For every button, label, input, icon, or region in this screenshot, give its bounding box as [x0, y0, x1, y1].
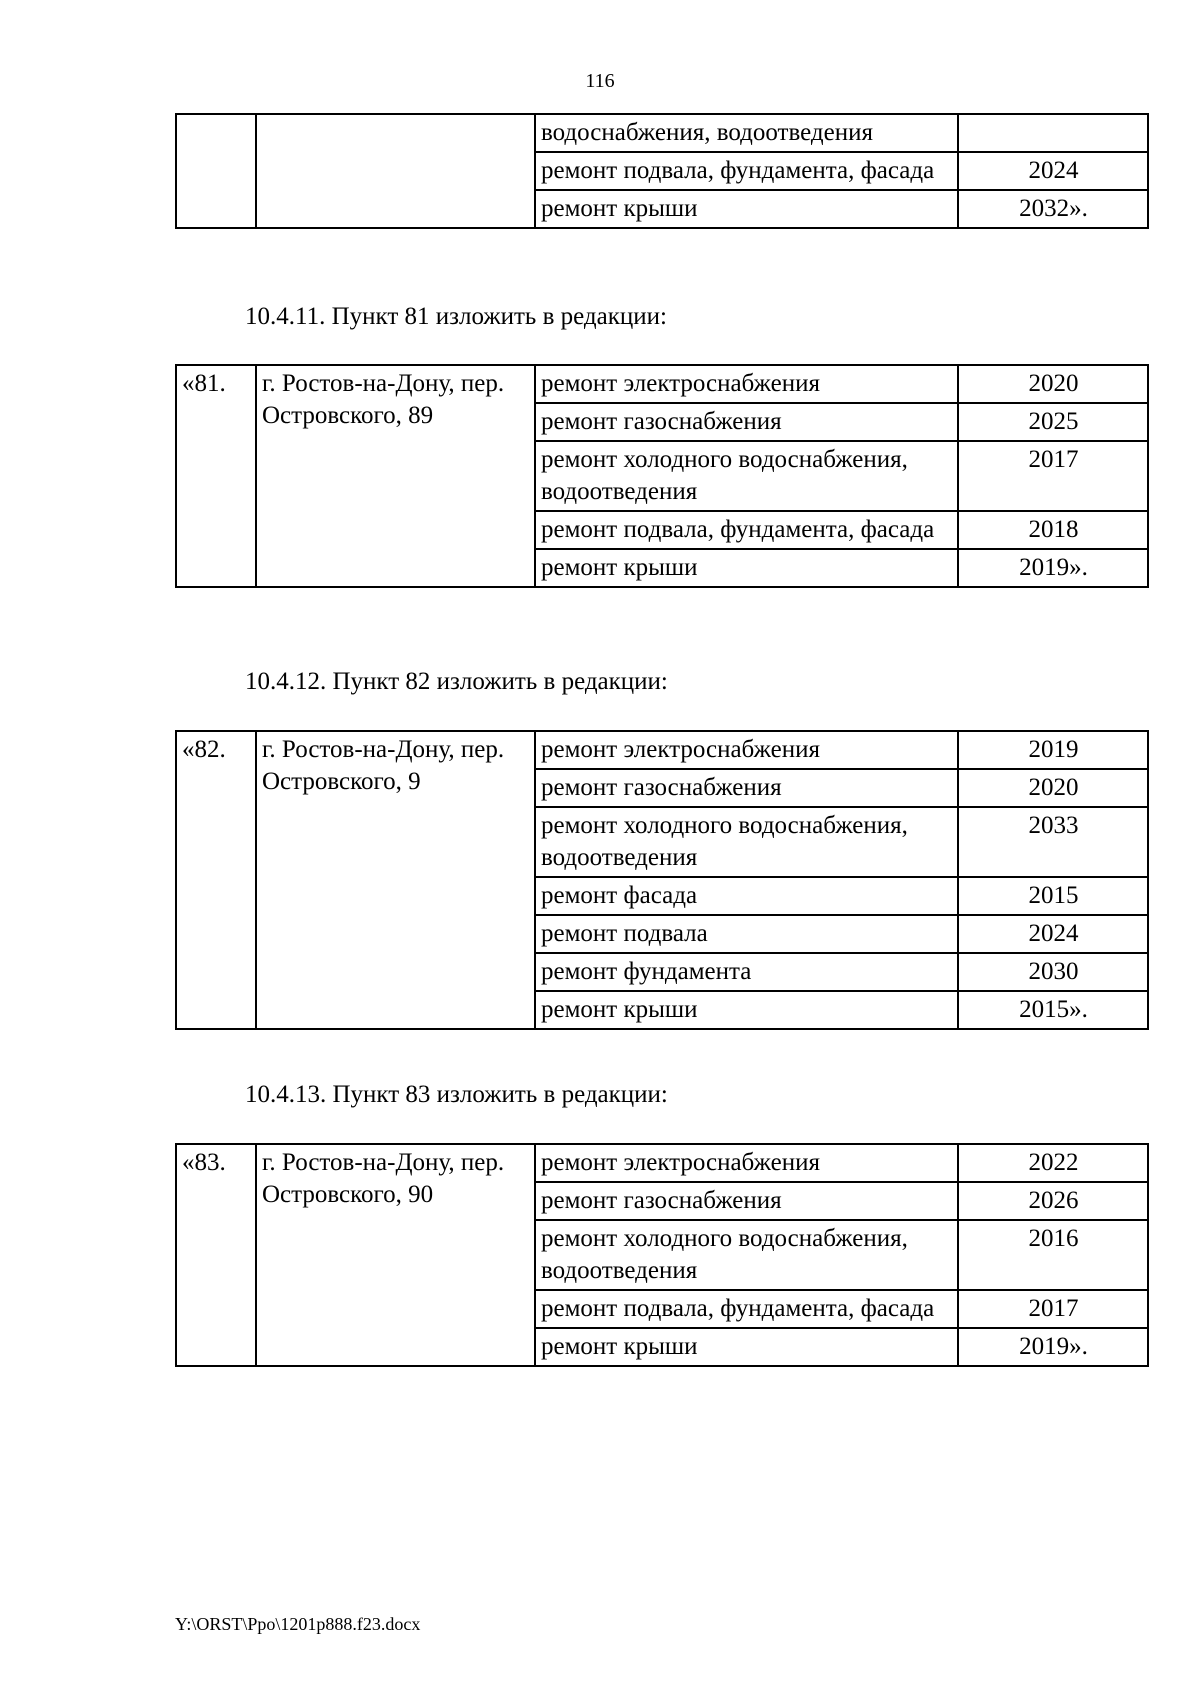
work-cell: ремонт крыши — [535, 549, 958, 587]
year-cell: 2017 — [958, 1290, 1148, 1328]
address-cell — [256, 114, 535, 228]
work-cell: ремонт фундамента — [535, 953, 958, 991]
file-path-footer: Y:\ORST\Ppo\1201p888.f23.docx — [175, 1614, 421, 1634]
year-cell: 2020 — [958, 365, 1148, 403]
work-cell: ремонт подвала, фундамента, фасада — [535, 511, 958, 549]
year-cell: 2019». — [958, 549, 1148, 587]
work-cell: ремонт электроснабжения — [535, 365, 958, 403]
year-cell: 2015 — [958, 877, 1148, 915]
work-cell: ремонт холодного водоснабжения, водоотведения — [535, 441, 958, 511]
year-cell: 2024 — [958, 915, 1148, 953]
work-cell: ремонт крыши — [535, 190, 958, 228]
section-heading: 10.4.11. Пункт 81 изложить в редакции: — [245, 303, 667, 330]
table-row — [176, 114, 1148, 152]
work-cell: ремонт газоснабжения — [535, 403, 958, 441]
work-cell: ремонт холодного водоснабжения, водоотведения — [535, 807, 958, 877]
address-cell: г. Ростов-на-Дону, пер. Островского, 89 — [256, 365, 535, 587]
work-cell: ремонт газоснабжения — [535, 769, 958, 807]
year-cell: 2024 — [958, 152, 1148, 190]
year-cell: 2016 — [958, 1220, 1148, 1290]
item-82-table — [175, 730, 1149, 1030]
table-row — [176, 365, 1148, 403]
section-heading: 10.4.12. Пункт 82 изложить в редакции: — [245, 668, 668, 695]
item-83-table — [175, 1143, 1149, 1367]
work-cell: водоснабжения, водоотведения — [535, 114, 958, 152]
address-cell: г. Ростов-на-Дону, пер. Островского, 9 — [256, 731, 535, 1029]
year-cell: 2032». — [958, 190, 1148, 228]
number-cell: «81. — [176, 365, 256, 587]
year-cell: 2018 — [958, 511, 1148, 549]
continuation-table — [175, 113, 1149, 229]
work-cell: ремонт холодного водоснабжения, водоотведения — [535, 1220, 958, 1290]
page-number: 116 — [585, 70, 615, 92]
work-cell: ремонт крыши — [535, 1328, 958, 1366]
year-cell: 2026 — [958, 1182, 1148, 1220]
year-cell: 2015». — [958, 991, 1148, 1029]
work-cell: ремонт подвала — [535, 915, 958, 953]
work-cell: ремонт подвала, фундамента, фасада — [535, 152, 958, 190]
year-cell: 2017 — [958, 441, 1148, 511]
year-cell: 2019 — [958, 731, 1148, 769]
year-cell: 2025 — [958, 403, 1148, 441]
year-cell: 2022 — [958, 1144, 1148, 1182]
year-cell: 2020 — [958, 769, 1148, 807]
year-cell — [958, 114, 1148, 152]
number-cell — [176, 114, 256, 228]
work-cell: ремонт электроснабжения — [535, 731, 958, 769]
work-cell: ремонт электроснабжения — [535, 1144, 958, 1182]
address-cell: г. Ростов-на-Дону, пер. Островского, 90 — [256, 1144, 535, 1366]
work-cell: ремонт крыши — [535, 991, 958, 1029]
year-cell: 2033 — [958, 807, 1148, 877]
number-cell: «83. — [176, 1144, 256, 1366]
work-cell: ремонт подвала, фундамента, фасада — [535, 1290, 958, 1328]
section-heading: 10.4.13. Пункт 83 изложить в редакции: — [245, 1081, 668, 1108]
table-row — [176, 1144, 1148, 1182]
work-cell: ремонт газоснабжения — [535, 1182, 958, 1220]
year-cell: 2030 — [958, 953, 1148, 991]
work-cell: ремонт фасада — [535, 877, 958, 915]
year-cell: 2019». — [958, 1328, 1148, 1366]
item-81-table — [175, 364, 1149, 588]
table-row — [176, 731, 1148, 769]
number-cell: «82. — [176, 731, 256, 1029]
